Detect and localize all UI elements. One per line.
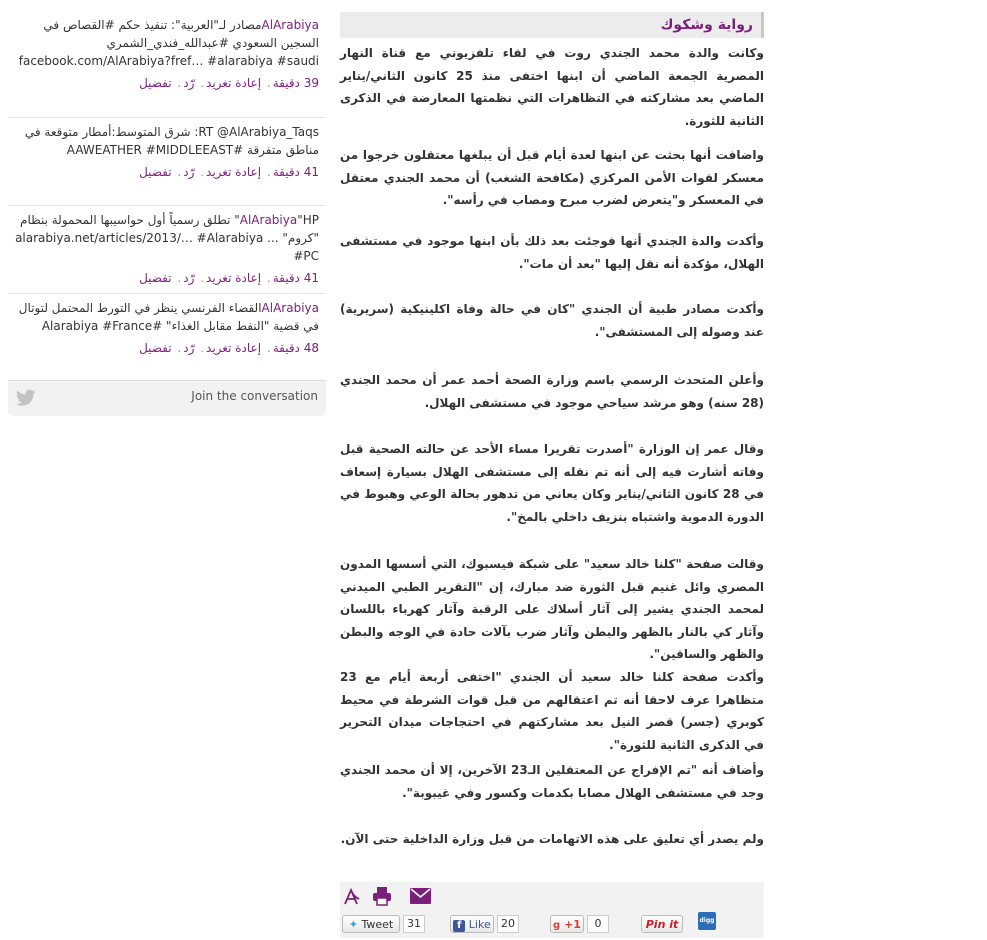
tweet-actions: 41 دقيقة. إعادة تغريد. رّد. تفضيل	[139, 271, 319, 285]
tweet-time[interactable]: 39 دقيقة	[272, 76, 319, 90]
tweet-bird-icon: ✦	[348, 918, 358, 931]
facebook-like-share	[450, 914, 522, 936]
tweet	[8, 0, 326, 118]
article	[340, 12, 764, 846]
like-count: 20	[497, 915, 519, 933]
tweet-time[interactable]: 41 دقيقة	[272, 271, 319, 285]
tweet-text: RT @AlArabiya_Taqs: شرق المتوسط:أمطار متوقعة في مناطق متفرقة #AAWEATHER #MIDDLEEAST	[24, 125, 319, 157]
gplus-icon: g	[553, 920, 561, 931]
email-icon[interactable]	[410, 888, 431, 904]
reply-link[interactable]: رّد	[183, 76, 195, 90]
gplus-button[interactable]: g +1	[550, 915, 584, 933]
tweet-list	[8, 0, 326, 381]
article-paragraph: وأضاف أنه "تم الإفراج عن المعتقلين الـ23 الآخرين، إلا أن محمد الجندي وجد في مستشفى الهلال مصابا بكدمات وكسور وفي غيبوبة".	[340, 763, 764, 800]
article-paragraph: ولم يصدر أي تعليق على هذه الاتهامات من قبل وزارة الداخلية حتى الآن.	[340, 832, 764, 846]
join-conversation-link[interactable]: Join the conversation	[191, 389, 318, 403]
tweet-actions: 41 دقيقة. إعادة تغريد. رّد. تفضيل	[139, 165, 319, 179]
tweet-time[interactable]: 41 دقيقة	[272, 165, 319, 179]
tweet-user[interactable]: AlArabiya	[261, 18, 319, 32]
tweet-actions: 39 دقيقة. إعادة تغريد. رّد. تفضيل	[139, 76, 319, 90]
pdf-icon[interactable]	[342, 886, 360, 906]
article-paragraph: وأكدت مصادر طبية أن الجندي "كان في حالة وفاة اكلينيكية (سريرية) عند وصوله إلى المستشفى".	[340, 302, 764, 339]
tweet-share	[342, 914, 426, 936]
tweet	[8, 206, 326, 294]
tweet-text: AlArabiyaالقضاء الفرنسي ينظر في التورط المحتمل لتوتال في قضية "النفط مقابل الغذاء" #Alarabiya #France	[18, 301, 319, 333]
twitter-widget	[8, 0, 326, 416]
reply-link[interactable]: رّد	[183, 271, 195, 285]
print-icon[interactable]	[372, 886, 392, 906]
share-bar	[340, 882, 764, 938]
like-button[interactable]: f Like	[450, 915, 494, 933]
article-paragraph: وكانت والدة محمد الجندي روت في لقاء تلفزيوني مع قناة النهار المصرية الجمعة الماضي أن ابنها اختفى منذ 25 كانون الثاني/يناير الماضي بعد مشاركته في التظاهرات التي نظمتها المعارضة في الذكرى الثانية للثورة.	[340, 46, 764, 128]
tweet-button[interactable]: ✦ Tweet	[342, 915, 400, 933]
favorite-link[interactable]: تفضيل	[139, 341, 172, 355]
digg-icon[interactable]: digg	[698, 912, 716, 930]
article-paragraph: واضافت أنها بحثت عن ابنها لعدة أيام قبل أن يبلغها معتقلون خرجوا من معسكر لقوات الأمن المركزي (مكافحة الشغب) أن محمد الجندي معتقل في المعسكر و"يتعرض لضرب مبرح ومصاب في رأسه".	[340, 148, 764, 207]
tweet-time[interactable]: 48 دقيقة	[272, 341, 319, 355]
facebook-icon: f	[453, 920, 465, 932]
favorite-link[interactable]: تفضيل	[139, 165, 172, 179]
section-title: رواية وشكوك	[660, 17, 753, 33]
reply-link[interactable]: رّد	[183, 341, 195, 355]
retweet-link[interactable]: إعادة تغريد	[206, 76, 262, 90]
tweet	[8, 294, 326, 380]
favorite-link[interactable]: تفضيل	[139, 76, 172, 90]
gplus-share	[550, 914, 612, 936]
retweet-link[interactable]: إعادة تغريد	[206, 165, 262, 179]
tweet-text: AlArabiyaمصادر لـ"العربية": تنفيذ حكم #القصاص في السجين السعودي #عبدالله_فندي_الشمري facebook.com/AlArabiya?fref… #alarabiya #saudi	[18, 18, 319, 68]
article-paragraph: وقالت صفحة "كلنا خالد سعيد" على شبكة فيسبوك، التي أسسها المدون المصري وائل غنيم قبل الثورة ضد مبارك، إن "التقرير الطبي الميدني لمحمد الجندي يشير إلى آثار أسلاك على الرقبة وآثار كهرباء باللسان وآثار كي بالنار بالظهر والبطن وآثار ضرب بآلات حادة في الوجه والبطن والظهر والساقين".	[340, 557, 764, 661]
tweet-user[interactable]: AlArabiya	[261, 301, 319, 315]
article-paragraph: وقال عمر إن الوزارة "أصدرت تقريرا مساء الأحد عن حالته الصحية قبل وفاته أشارت فيه إلى أنه تم نقله إلى مستشفى الهلال بسيارة إسعاف في 28 كانون الثاني/يناير وكان يعاني من تدهور بحالة الوعي وهبوط في الدورة الدموية واشتباه بنزيف داخلي بالمخ".	[340, 442, 764, 524]
retweet-link[interactable]: إعادة تغريد	[206, 341, 262, 355]
article-paragraph: وأكدت صفحة كلنا خالد سعيد أن الجندي "اختفى أربعة أيام مع 23 متظاهرا عرف لاحقا أنه تم اعتقالهم من قبل قوات الشرطة في محيط كوبري (جسر) قصر النيل بعد مشاركتهم في احتجاجات ميدان التحرير في الذكرى الثانية للثورة".	[340, 670, 764, 752]
tweet-user[interactable]: AlArabiya	[239, 213, 298, 227]
tweet	[8, 118, 326, 206]
tweet-actions: 48 دقيقة. إعادة تغريد. رّد. تفضيل	[139, 341, 319, 355]
article-paragraph: وأكدت والدة الجندي أنها فوجئت بعد ذلك بأن ابنها موجود في مستشفى الهلال، مؤكدة أنه نقل إليها "بعد أن مات".	[340, 234, 764, 271]
retweet-link[interactable]: إعادة تغريد	[206, 271, 262, 285]
share-tools	[340, 882, 764, 908]
gplus-count: 0	[587, 915, 609, 933]
article-paragraph: وأعلن المتحدث الرسمي باسم وزارة الصحة أحمد عمر أن محمد الجندي (28 سنه) وهو مرشد سياحي موجود في مستشفى الهلال.	[340, 373, 764, 410]
pinit-button[interactable]: Pin it	[641, 915, 683, 933]
favorite-link[interactable]: تفضيل	[139, 271, 172, 285]
twitter-footer	[8, 380, 326, 416]
reply-link[interactable]: رّد	[183, 165, 195, 179]
section-title-bar	[340, 12, 764, 38]
tweet-count: 31	[403, 915, 425, 933]
tweet-text: AlArabiya"HP" تطلق رسمياً أول حواسيبها المحمولة بنظام "كروم" ... alarabiya.net/articles/2013/… #Alarabiya #PC	[15, 213, 319, 263]
twitter-bird-icon[interactable]	[16, 389, 36, 407]
